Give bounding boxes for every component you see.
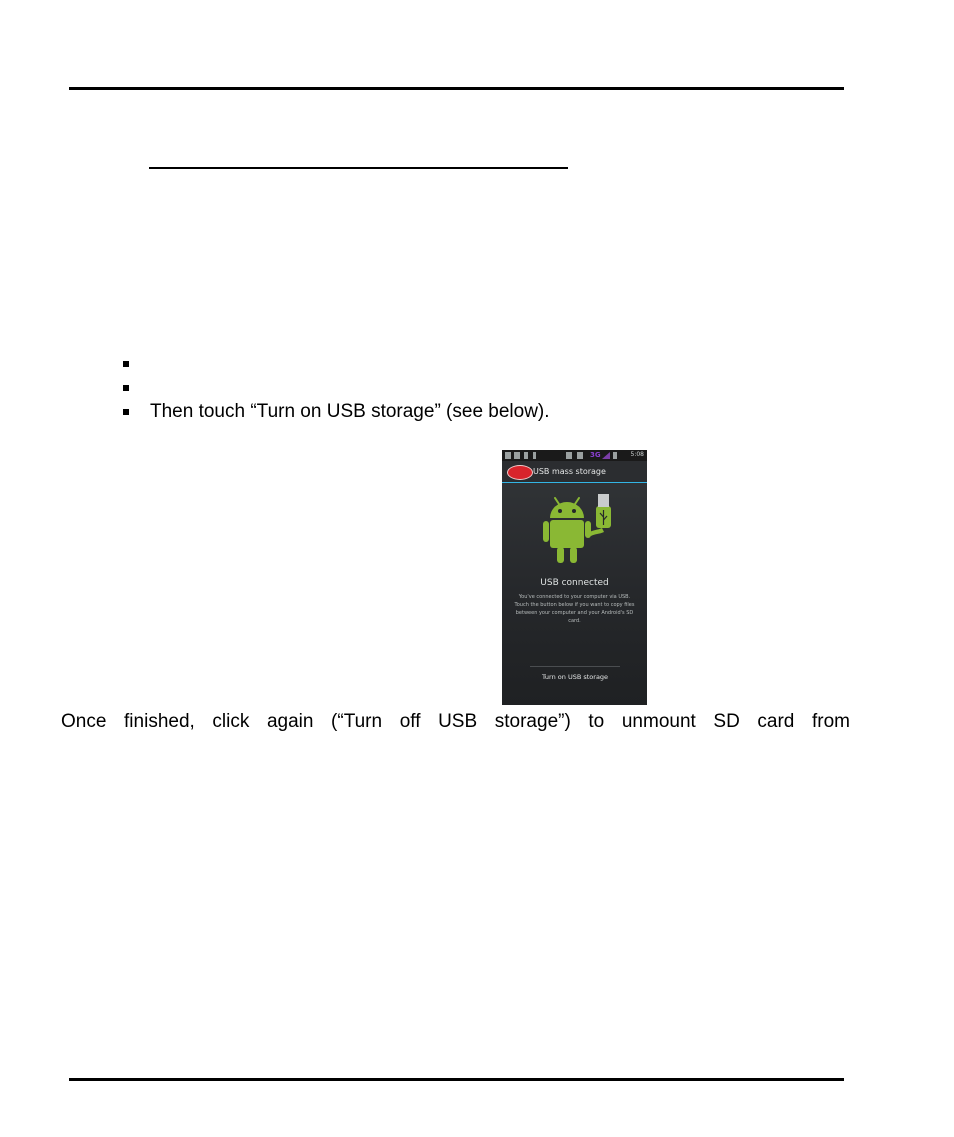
turn-on-usb-storage-button[interactable]: Turn on USB storage — [541, 673, 609, 681]
bullet-icon — [123, 385, 129, 391]
battery-icon — [613, 452, 617, 459]
notification-icon — [533, 452, 536, 459]
wifi-icon — [577, 452, 583, 459]
status-bar — [502, 450, 647, 461]
usb-description: You've connected to your computer via USB. Touch the button below if you want to copy files between your computer and your Android's SD card. — [514, 594, 635, 624]
action-bar-title: USB mass storage — [533, 467, 606, 476]
bullet-text: Then touch “Turn on USB storage” (see below). — [150, 401, 550, 422]
status-time: 5:08 — [630, 451, 644, 458]
android-usb-icon — [542, 492, 627, 572]
notification-icon — [505, 452, 511, 459]
usb-icon — [524, 452, 528, 459]
footer-rule — [69, 1078, 844, 1081]
list-item — [120, 400, 550, 424]
network-type: 3G — [590, 451, 601, 459]
action-bar — [502, 461, 647, 482]
list-item — [120, 352, 550, 376]
instruction-list — [120, 352, 550, 424]
notification-icon — [514, 452, 520, 459]
body-paragraph: Once finished, click again (“Turn off USB storage”) to unmount SD card from — [61, 711, 850, 732]
heading-underline — [149, 167, 568, 169]
app-logo-icon — [507, 465, 533, 480]
action-bar-divider — [502, 482, 647, 483]
bullet-icon — [123, 361, 129, 367]
signal-icon — [602, 452, 610, 459]
button-divider — [530, 666, 620, 667]
bullet-icon — [123, 409, 129, 415]
phone-screenshot — [502, 450, 647, 705]
header-rule — [69, 87, 844, 90]
alarm-icon — [566, 452, 572, 459]
list-item — [120, 376, 550, 400]
usb-connected-heading: USB connected — [540, 578, 609, 588]
